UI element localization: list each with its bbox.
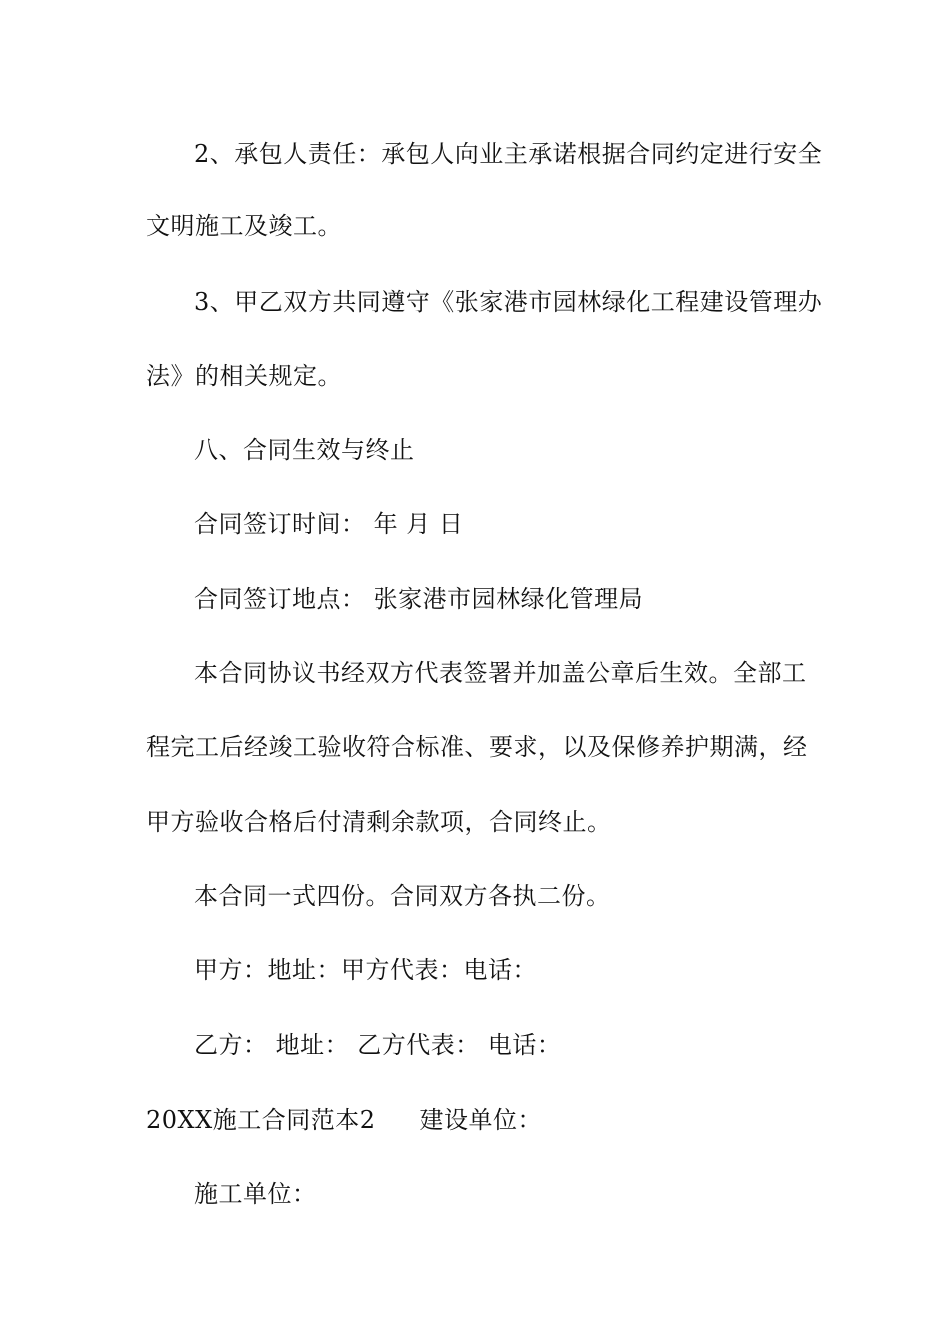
- effect-paragraph-line1: 本合同协议书经双方代表签署并加盖公章后生效。全部工: [194, 659, 807, 687]
- next-builder-label: 建设单位：: [419, 1106, 542, 1134]
- copies-statement: 本合同一式四份。合同双方各执二份。: [194, 882, 611, 910]
- effect-paragraph-line2: 程完工后经竣工验收符合标准、要求，以及保修养护期满，经: [146, 733, 808, 761]
- next-contract-title: 20XX施工合同范本2: [146, 1106, 376, 1134]
- sign-place: 合同签订地点： 张家港市园林绿化管理局: [194, 585, 644, 613]
- sign-time: 合同签订时间： 年 月 日: [194, 510, 464, 538]
- next-contract-title-line: [146, 1104, 808, 1136]
- paragraph-contractor-duty-line2: 文明施工及竣工。: [146, 212, 342, 240]
- party-b-line: 乙方： 地址： 乙方代表： 电话：: [194, 1031, 562, 1059]
- next-contractor-label: 施工单位：: [194, 1180, 317, 1208]
- effect-paragraph-line3: 甲方验收合格后付清剩余款项，合同终止。: [146, 808, 612, 836]
- paragraph-regulation-line2: 法》的相关规定。: [146, 362, 342, 390]
- section-heading: 八、合同生效与终止: [194, 436, 415, 464]
- party-a-line: 甲方：地址：甲方代表：电话：: [194, 956, 537, 984]
- paragraph-contractor-duty-line1: 2、承包人责任：承包人向业主承诺根据合同约定进行安全: [194, 140, 823, 168]
- paragraph-regulation-line1: 3、甲乙双方共同遵守《张家港市园林绿化工程建设管理办: [194, 288, 823, 316]
